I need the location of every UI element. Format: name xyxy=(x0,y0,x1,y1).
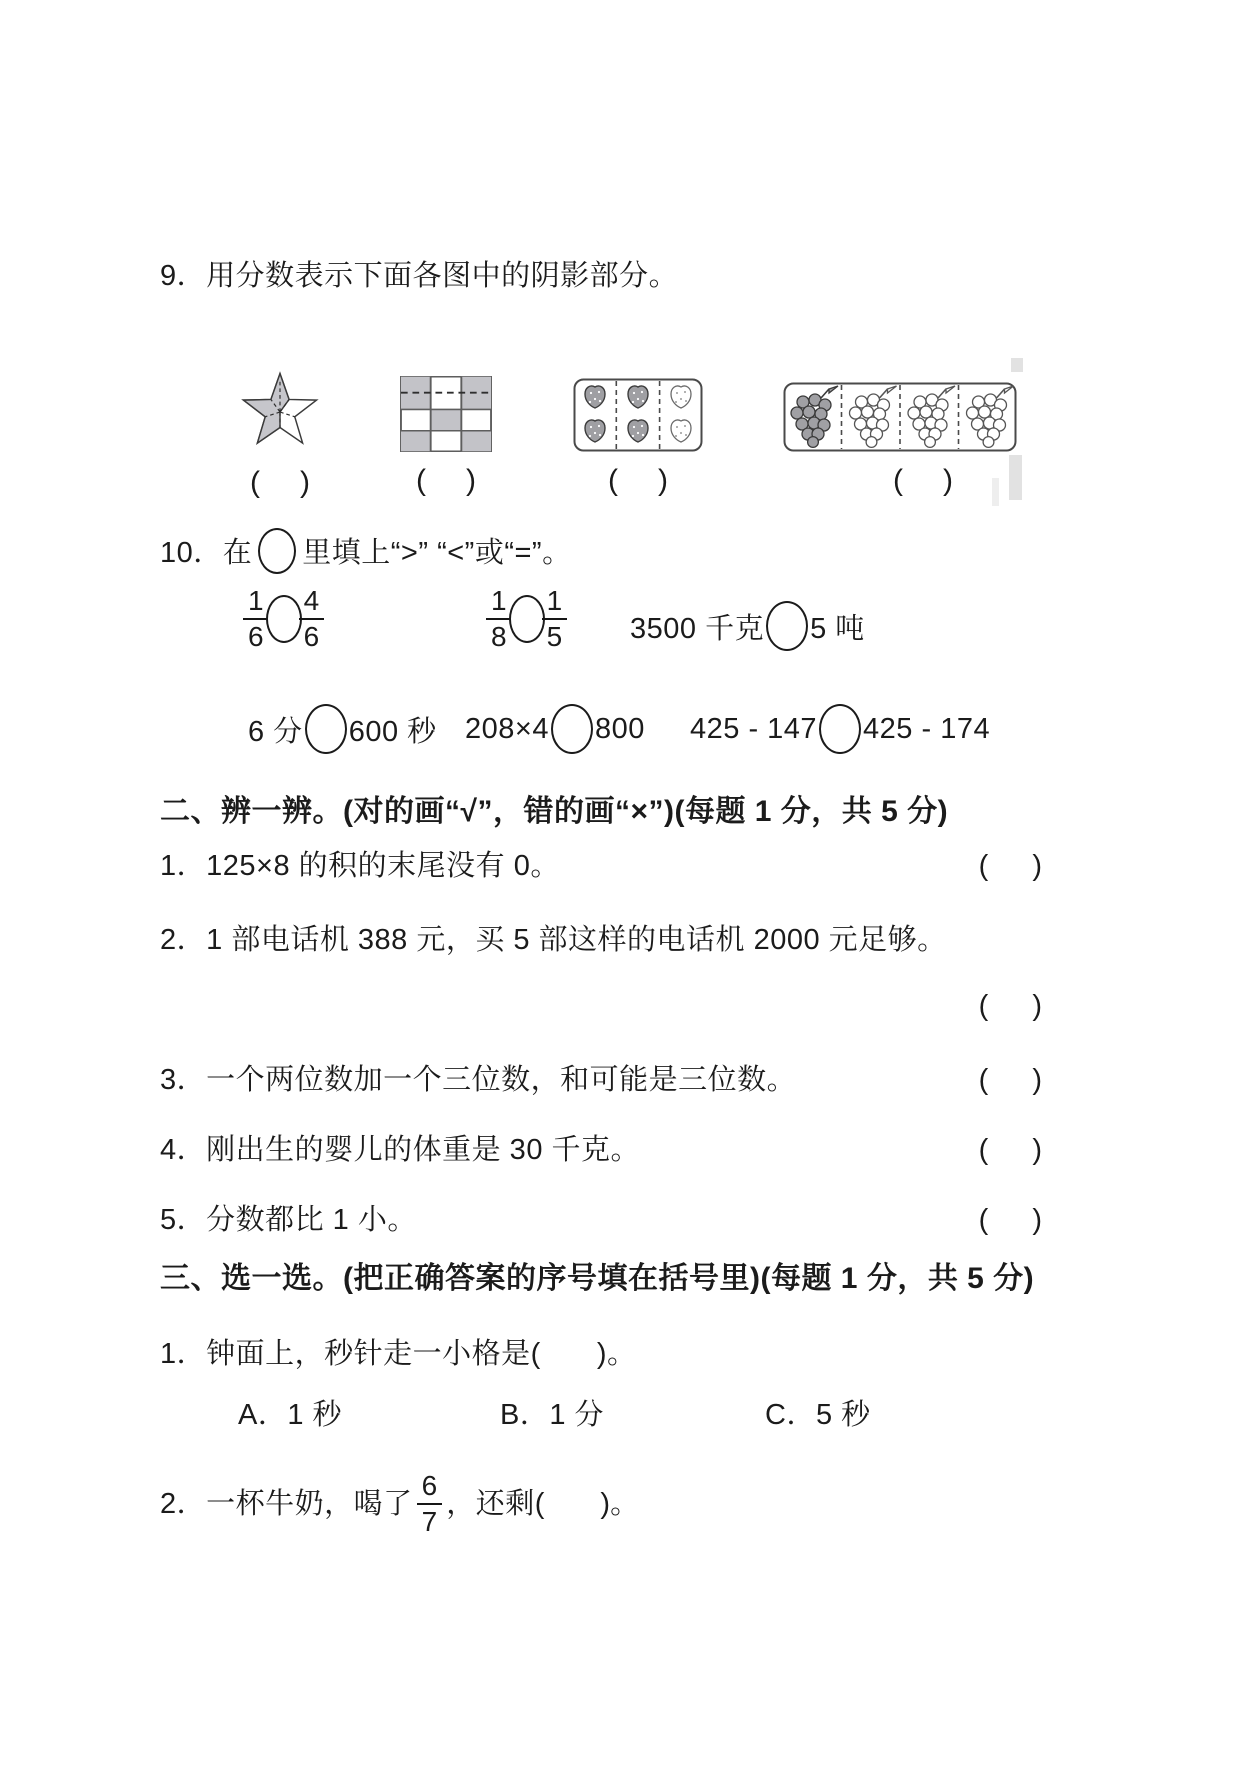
compare-kg-ton: 3500 千克 5 吨 xyxy=(630,600,865,652)
watermark xyxy=(1009,455,1022,500)
tf-answer-blank[interactable]: ( ) xyxy=(978,1134,1042,1166)
fraction: $\frac{1}{5}$ xyxy=(542,585,568,653)
q10-title: 10．在 里填上“>” “<”或“=”。 xyxy=(160,528,572,574)
section2-heading: 二、辨一辨。(对的画“√”，错的画“×”)(每题 1 分，共 5 分) xyxy=(160,795,949,828)
choice-answer-blank[interactable]: ( ) xyxy=(534,1487,611,1520)
grapes-figure-block xyxy=(783,382,1017,498)
compare-frac-pair-1 xyxy=(243,585,324,653)
grid-figure-block xyxy=(400,376,492,498)
comparison-circle[interactable] xyxy=(551,704,593,754)
comparison-circle[interactable] xyxy=(305,704,347,754)
tf-answer-blank[interactable]: ( ) xyxy=(978,1064,1042,1096)
tf-item-text: 1．125×8 的积的末尾没有 0。 xyxy=(160,850,560,882)
fraction: $\frac{6}{7}$ xyxy=(417,1470,443,1538)
watermark xyxy=(992,478,999,506)
tf-answer-blank[interactable]: ( ) xyxy=(978,1204,1042,1236)
strawberries-answer-blank[interactable]: ( ) xyxy=(608,464,668,497)
grapes-figure xyxy=(783,382,1017,452)
choice-q1: 1．钟面上，秒针走一小格是 ( ) 。 xyxy=(160,1336,637,1372)
comparison-circle[interactable] xyxy=(509,595,545,643)
grid-answer-blank[interactable]: ( ) xyxy=(416,464,476,497)
fraction: $\frac{4}{6}$ xyxy=(299,585,325,653)
tf-item-text: 2．1 部电话机 388 元，买 5 部这样的电话机 2000 元足够。 xyxy=(160,924,947,956)
comparison-circle[interactable] xyxy=(266,595,302,643)
tf-item-text: 3．一个两位数加一个三位数，和可能是三位数。 xyxy=(160,1064,797,1096)
comparison-circle[interactable] xyxy=(766,601,808,651)
tf-item-1 xyxy=(160,848,1042,884)
option-a[interactable]: A．1 秒 xyxy=(238,1399,343,1431)
compare-product: 208×4 800 xyxy=(465,702,645,756)
comparison-circle[interactable] xyxy=(819,704,861,754)
strawberries-figure-block xyxy=(573,378,703,498)
choice-q2: 2．一杯牛奶，喝了 $\frac{6}{7}$ ，还剩 ( ) 。 xyxy=(160,1469,640,1537)
choice-answer-blank[interactable]: ( ) xyxy=(530,1338,607,1370)
tf-item-2-blank-row xyxy=(160,990,1042,1023)
watermark xyxy=(1011,358,1023,372)
tf-answer-blank[interactable]: ( ) xyxy=(978,990,1042,1022)
star-figure xyxy=(232,370,328,454)
section3-heading: 三、选一选。(把正确答案的序号填在括号里)(每题 1 分，共 5 分) xyxy=(160,1262,1035,1295)
tf-item-4 xyxy=(160,1132,1042,1168)
compare-frac-pair-2 xyxy=(486,585,567,653)
compare-difference: 425 - 147 425 - 174 xyxy=(690,702,990,756)
star-answer-blank[interactable]: ( ) xyxy=(250,466,310,499)
q9-title: 9．用分数表示下面各图中的阴影部分。 xyxy=(160,260,679,292)
fraction: $\frac{1}{8}$ xyxy=(486,585,512,653)
tf-item-2 xyxy=(160,922,947,958)
tf-item-3 xyxy=(160,1062,1042,1098)
grapes-answer-blank[interactable]: ( ) xyxy=(893,464,953,497)
tf-item-text: 4．刚出生的婴儿的体重是 30 千克。 xyxy=(160,1134,641,1166)
option-c[interactable]: C．5 秒 xyxy=(765,1399,871,1431)
fill-circle-example xyxy=(258,528,296,574)
option-b[interactable]: B．1 分 xyxy=(500,1399,605,1431)
tf-answer-blank[interactable]: ( ) xyxy=(978,850,1042,882)
strawberries-figure xyxy=(573,378,703,452)
compare-min-sec: 6 分 600 秒 xyxy=(248,702,437,756)
tf-item-text: 5．分数都比 1 小。 xyxy=(160,1204,417,1236)
star-figure-block xyxy=(222,370,338,500)
fraction: $\frac{1}{6}$ xyxy=(243,585,269,653)
grid-figure xyxy=(400,376,492,452)
tf-item-5 xyxy=(160,1202,1042,1238)
